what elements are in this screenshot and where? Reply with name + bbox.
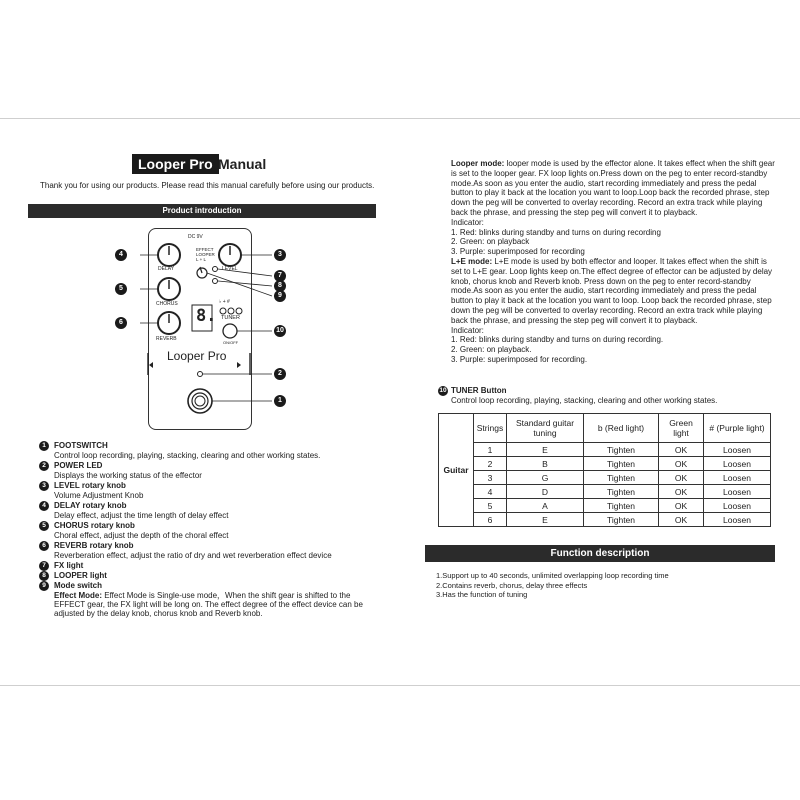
looper-label: LOOPER xyxy=(196,252,215,257)
reverb-label: REVERB xyxy=(156,336,177,342)
cell: OK xyxy=(659,485,704,499)
effect-mode-text: Effect Mode is Single-use mode，When the shift gear is shifted to the EFFECT gear, the FX light will be long on. The effect degree of the effect device can be adjusted by the delay knob, chorus knob and Reverb knob. xyxy=(54,591,363,618)
le-ind-1: 1. Red: blinks during standby and turns on during recording. xyxy=(451,335,664,345)
item-4-desc: Delay effect, adjust the time length of delay effect xyxy=(54,511,229,520)
item-5-head: CHORUS rotary knob xyxy=(54,521,135,530)
cell: A xyxy=(507,499,584,513)
table-row xyxy=(439,513,771,527)
item-9-num: 9 xyxy=(39,581,49,591)
looper-mode-label: Looper mode: xyxy=(451,159,505,168)
cell: D xyxy=(507,485,584,499)
callout-8: 8 xyxy=(274,280,286,292)
item-7-num: 7 xyxy=(39,561,49,571)
cell: Tighten xyxy=(584,485,659,499)
item-2-num: 2 xyxy=(39,461,49,471)
looper-ind-2: 2. Green: on playback xyxy=(451,237,530,247)
looper-ind-1: 1. Red: blinks during standby and turns on during recording xyxy=(451,227,661,237)
cell: Loosen xyxy=(704,513,771,527)
left-arrow-icon xyxy=(149,362,153,368)
looper-light xyxy=(213,279,218,284)
item-1-desc: Control loop recording, playing, stacking, clearing and other working states. xyxy=(54,451,321,460)
tuner-button-head: TUNER Button xyxy=(451,386,507,395)
callout-7: 7 xyxy=(274,270,286,282)
cell: 6 xyxy=(474,513,507,527)
cell: E xyxy=(507,513,584,527)
le-label: L + L xyxy=(196,257,206,262)
item-2-desc: Displays the working status of the effector xyxy=(54,471,202,480)
item-5-num: 5 xyxy=(39,521,49,531)
item-4-head: DELAY rotary knob xyxy=(54,501,127,510)
cell: Loosen xyxy=(704,485,771,499)
looper-mode-text: looper mode is used by the effector alone. It takes effect when the shift gear is set to the looper gear. FX loop lights on.Press down on the peg to enter record-standby mode.As soon as you enter the audio, start recording immediately and press the pedal button to play it back at the location you want to loop.Loop back the recorded phrase, step down the peg will be converted to overlay recording. Record an extra track while playing back the phrase, and pressing the step peg will convert it to playback. xyxy=(451,159,775,217)
intro-text: Thank you for using our products. Please read this manual carefully before using our products. xyxy=(40,181,375,190)
tuning-table xyxy=(438,413,771,527)
table-row xyxy=(439,457,771,471)
item-8-head: LOOPER light xyxy=(54,571,107,580)
header-purple: # (Purple light) xyxy=(704,414,771,443)
item-8-num: 8 xyxy=(39,571,49,581)
item-3-num: 3 xyxy=(39,481,49,491)
cell: 4 xyxy=(474,485,507,499)
cell: 3 xyxy=(474,471,507,485)
item-5-desc: Choral effect, adjust the depth of the choral effect xyxy=(54,531,229,540)
table-row xyxy=(439,471,771,485)
le-ind-3: 3. Purple: superimposed for recording. xyxy=(451,354,588,364)
function-item: 1.Support up to 40 seconds, unlimited overlapping loop recording time xyxy=(436,571,669,580)
cell: OK xyxy=(659,499,704,513)
callout-10: 10 xyxy=(274,325,286,337)
level-knob xyxy=(219,244,241,266)
function-item: 3.Has the function of tuning xyxy=(436,590,528,599)
tuner-button-num: 10 xyxy=(439,387,447,394)
cell: Tighten xyxy=(584,457,659,471)
cell: Loosen xyxy=(704,471,771,485)
power-led xyxy=(198,372,203,377)
looper-indicator: Indicator: xyxy=(451,217,484,227)
looper-ind-3: 3. Purple: superimposed for recording xyxy=(451,247,585,257)
callout-6: 6 xyxy=(115,317,127,329)
table-row xyxy=(439,443,771,457)
callout-5: 5 xyxy=(115,283,127,295)
item-6-head: REVERB rotary knob xyxy=(54,541,134,550)
cell: OK xyxy=(659,471,704,485)
tuner-button-desc: Control loop recording, playing, stacking, clearing and other working states. xyxy=(451,396,718,405)
cell: 2 xyxy=(474,457,507,471)
callout-2: 2 xyxy=(274,368,286,380)
cell: Loosen xyxy=(704,443,771,457)
cell: Tighten xyxy=(584,443,659,457)
fx-light xyxy=(213,267,218,272)
cell: Tighten xyxy=(584,471,659,485)
title-word: Manual xyxy=(218,156,267,172)
section-product-intro: Product introduction xyxy=(28,204,376,218)
chorus-knob xyxy=(158,278,180,300)
callout-1: 1 xyxy=(274,395,286,407)
function-item: 2.Contains reverb, chorus, delay three effects xyxy=(436,580,588,590)
item-4-num: 4 xyxy=(39,501,49,511)
effect-label: EFFECT xyxy=(196,247,214,252)
callout-3: 3 xyxy=(274,249,286,261)
footswitch xyxy=(188,389,212,413)
le-mode-text: L+E mode is used by both effector and looper. It takes effect when the shift is set to L+E gear. Loop lights keep on.The effect degree of effector can be adjusted by delay knob, chorus knob and Reverb knob. Press down on the peg to enter record-standby mode.As soon as you enter the audio, start recording immediately and press the pedal button to play it back at the location you want to loop. Loop back the recorded phrase, step down the peg will be converted to overlay recording. Record an extra track while playing back the phrase, and pressing the step peg will convert it to playback. xyxy=(451,256,773,325)
item-1-head: FOOTSWITCH xyxy=(54,441,108,450)
cell: Tighten xyxy=(584,513,659,527)
item-1-num: 1 xyxy=(39,441,49,451)
right-arrow-icon xyxy=(237,362,241,368)
dc-label: DC 9V xyxy=(188,234,203,240)
item-2-head: POWER LED xyxy=(54,461,103,470)
cell: B xyxy=(507,457,584,471)
cell: 1 xyxy=(474,443,507,457)
mode-switch xyxy=(197,267,207,278)
tuner-marks: ♭ + # xyxy=(219,299,230,305)
header-green: Green light xyxy=(659,414,704,443)
display-digit: 8. xyxy=(196,306,217,326)
table-row xyxy=(439,499,771,513)
item-3-desc: Volume Adjustment Knob xyxy=(54,491,144,500)
le-mode-label: L+E mode: xyxy=(451,256,493,266)
item-6-desc: Reverberation effect, adjust the ratio of dry and wet reverberation effect device xyxy=(54,551,332,560)
item-9-head: Mode switch xyxy=(54,581,103,590)
effect-mode-label: Effect Mode: xyxy=(54,591,102,600)
header-strings: Strings xyxy=(474,414,507,443)
cell: OK xyxy=(659,513,704,527)
cell: G xyxy=(507,471,584,485)
cell: Loosen xyxy=(704,499,771,513)
cell: OK xyxy=(659,457,704,471)
section-function-desc: Function description xyxy=(425,545,775,562)
chorus-label: CHORUS xyxy=(156,301,178,307)
cell: OK xyxy=(659,443,704,457)
callout-4: 4 xyxy=(115,249,127,261)
item-7-head: FX light xyxy=(54,561,84,570)
onoff-label: ON/OFF xyxy=(223,340,239,345)
item-6-num: 6 xyxy=(39,541,49,551)
reverb-knob xyxy=(158,312,180,334)
level-label: LEVEL xyxy=(222,266,238,272)
callout-9: 9 xyxy=(274,290,286,302)
delay-knob xyxy=(158,244,180,266)
le-indicator: Indicator: xyxy=(451,325,484,335)
tuner-button xyxy=(223,324,237,338)
table-row xyxy=(439,485,771,499)
row-label-guitar: Guitar xyxy=(439,414,474,527)
pedal-brand: Looper Pro xyxy=(167,349,227,363)
title-brand: Looper Pro xyxy=(132,154,219,174)
header-red: b (Red light) xyxy=(584,414,659,443)
cell: 5 xyxy=(474,499,507,513)
cell: Tighten xyxy=(584,499,659,513)
cell: Loosen xyxy=(704,457,771,471)
tuner-label: TUNER xyxy=(221,315,240,321)
header-standard: Standard guitar tuning xyxy=(507,414,584,443)
function-list xyxy=(436,571,669,600)
item-3-head: LEVEL rotary knob xyxy=(54,481,126,490)
cell: E xyxy=(507,443,584,457)
effect-mode-block xyxy=(54,591,380,618)
le-ind-2: 2. Green: on playback. xyxy=(451,345,532,355)
delay-label: DELAY xyxy=(158,266,175,272)
looper-mode-block xyxy=(451,159,775,365)
